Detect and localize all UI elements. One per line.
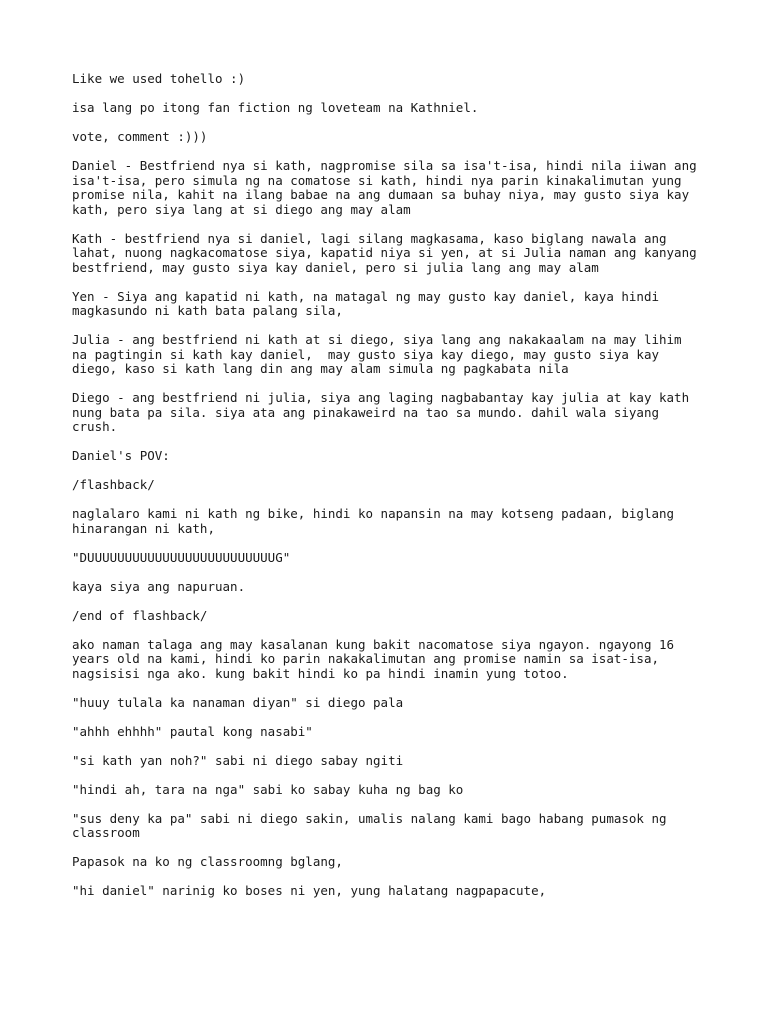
paragraph-vote-comment: vote, comment :))) [72, 129, 208, 144]
paragraph-story: ako naman talaga ang may kasalanan kung bakit nacomatose siya ngayon. ngayong 16 years old na kami, hindi ko parin nakakalimutan ang promise namin sa isat-isa, nagsisisi nga ako. kung bakit hindi ko pa hindi inamin yung totoo. [72, 636, 675, 681]
paragraph-flashback-end: /end of flashback/ [72, 607, 208, 623]
paragraph-story: "hindi ah, tara na nga" sabi ko sabay kuha ng bag ko [72, 781, 464, 797]
paragraph-character-yen: Yen - Siya ang kapatid ni kath, na matagal ng may gusto kay daniel, kaya hindi magkasundo ni kath bata palang sila, [72, 288, 659, 318]
paragraph-character-kath: Kath - bestfriend nya si daniel, lagi silang magkasama, kaso biglang nawala ang lahat, nuong nagkacomatose siya, kapatid niya si yen, at si Julia naman ang kanyang bestfriend, may gusto siya kay daniel, pero si julia lang ang may alam [72, 230, 697, 275]
paragraph-character-daniel: Daniel - Bestfriend nya si kath, nagpromise sila sa isa't-isa, hindi nila iiwan ang isa't-isa, pero simula ng na comatose si kath, hindi nya parin kinakalimutan yung promise nila, kahit na ilang babae na ang dumaan sa buhay niya, may gusto siya kay kath, pero siya lang at si diego ang may alam [72, 158, 697, 217]
paragraph-story: kaya siya ang napuruan. [72, 578, 246, 594]
paragraph-intro-description: isa lang po itong fan fiction ng loveteam na Kathniel. [72, 100, 479, 115]
document-page [72, 72, 712, 913]
paragraph-story: "si kath yan noh?" sabi ni diego sabay ngiti [72, 752, 404, 768]
paragraph-pov-heading: Daniel's POV: [72, 448, 170, 463]
paragraph-story: "sus deny ka pa" sabi ni diego sakin, umalis nalang kami bago habang pumasok ng classroom [72, 810, 667, 840]
paragraph-story: "DUUUUUUUUUUUUUUUUUUUUUUUUUG" [72, 549, 291, 565]
paragraph-character-diego: Diego - ang bestfriend ni julia, siya ang laging nagbabantay kay julia at kay kath nung bata pa sila. siya ata ang pinakaweird na tao sa mundo. dahil wala siyang crush. [72, 390, 690, 434]
paragraph-story: naglalaro kami ni kath ng bike, hindi ko napansin na may kotseng padaan, biglang hinarangan ni kath, [72, 506, 675, 536]
paragraph-character-julia: Julia - ang bestfriend ni kath at si diego, siya lang ang nakakaalam na may lihim na pagtingin si kath kay daniel, may gusto siya kay diego, may gusto siya kay diego, kaso si kath lang din ang may alam simula ng pagkabata nila [72, 332, 682, 376]
paragraph-intro-title: Like we used tohello :) [72, 71, 246, 86]
paragraph-flashback-start: /flashback/ [72, 477, 155, 492]
paragraph-story: "hi daniel" narinig ko boses ni yen, yung halatang nagpapacute, [72, 883, 547, 898]
paragraph-story: Papasok na ko ng classroomng bglang, [72, 854, 343, 869]
paragraph-story: "huuy tulala ka nanaman diyan" si diego pala [72, 694, 404, 710]
paragraph-story: "ahhh ehhhh" pautal kong nasabi" [72, 723, 313, 739]
